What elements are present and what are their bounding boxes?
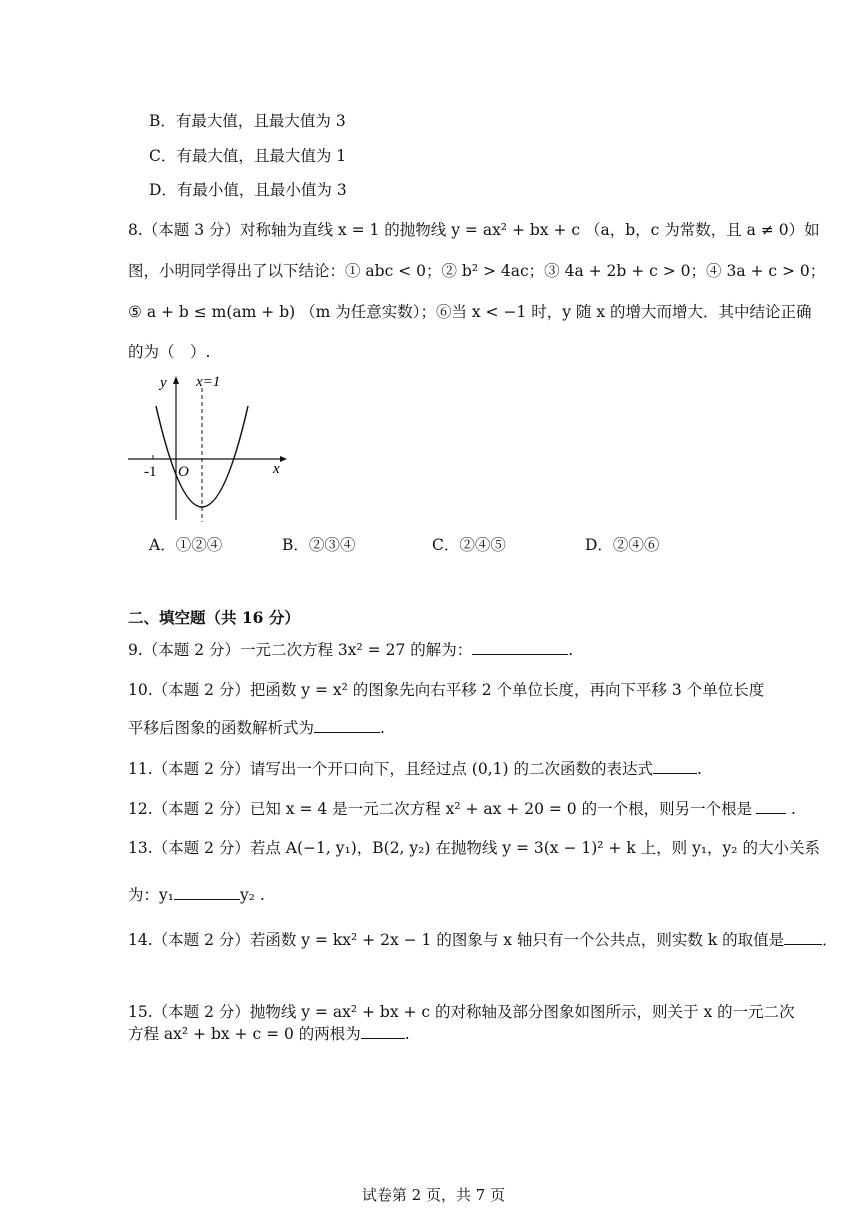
q14-line [128,930,838,950]
q8-parabola-graph [120,368,300,528]
q8-graph-y-label: y [160,375,167,391]
q10-answer-blank[interactable] [314,718,380,733]
q8-option-d: D．②④⑥ [585,536,660,554]
q8-text-line4: 的为（ ）. [128,343,211,361]
q10-text-line1: 10.（本题 2 分）把函数 y = x² 的图象先向右平移 2 个单位长度，再向下平移 3 个单位长度 [128,681,765,699]
q11-text: 11.（本题 2 分）请写出一个开口向下，且经过点 (0,1) 的二次函数的表达式 [128,760,653,778]
q14-period: ． [822,931,838,949]
q7-option-b: B．有最大值，且最大值为 3 [149,112,346,130]
q15-text-line2: 方程 ax² + bx + c = 0 的两根为 [128,1025,361,1043]
q15-text-line1: 15.（本题 2 分）抛物线 y = ax² + bx + c 的对称轴及部分图象如图所示，则关于 x 的一元二次 [128,1003,795,1021]
q10-period: . [380,719,385,737]
q10-text-line2: 平移后图象的函数解析式为 [128,719,315,737]
q15-line2 [128,1024,410,1044]
q9-period: . [568,641,574,659]
q11-period: . [696,760,702,778]
q13-line2 [128,885,265,905]
q8-graph-x-label: x [273,461,280,477]
q8-graph-neg-one: -1 [144,464,157,480]
q8-graph-origin: O [178,464,189,480]
q11-answer-blank[interactable] [653,759,697,774]
section2-title: 二、填空题（共 16 分） [128,608,300,627]
q12-answer-blank[interactable] [756,799,786,814]
q9-text: 9.（本题 2 分）一元二次方程 3x² = 27 的解为： [128,641,473,659]
q7-option-d: D．有最小值，且最小值为 3 [149,181,347,199]
q8-text-line1: 8.（本题 3 分）对称轴为直线 x = 1 的抛物线 y = ax² + bx + c （a，b，c 为常数，且 a ≠ 0）如 [128,221,820,239]
q8-option-b: B．②③④ [282,536,356,554]
q9-answer-blank[interactable] [472,640,568,655]
page-footer: 试卷第 2 页，共 7 页 [361,1186,506,1204]
q14-text: 14.（本题 2 分）若函数 y = kx² + 2x − 1 的图象与 x 轴只有一个公共点，则实数 k 的取值是 [128,931,785,949]
q12-text: 12.（本题 2 分）已知 x = 4 是一元二次方程 x² + ax + 20 = 0 的一个根，则另一个根是 [128,800,753,818]
q15-answer-blank[interactable] [361,1024,405,1039]
q8-graph-axis-label: x=1 [196,374,221,390]
q11-line [128,759,702,779]
q13-answer-blank[interactable] [174,885,240,900]
q14-answer-blank[interactable] [784,930,822,945]
q8-parabola-curve [156,406,248,507]
q8-option-c: C．②④⑤ [432,536,506,554]
q8-text-line2: 图，小明同学得出了以下结论：① abc < 0；② b² > 4ac；③ 4a + 2b + c > 0；④ 3a + c > 0； [128,262,826,280]
q10-line2 [128,718,385,738]
q13-text-line2b: y₂ . [239,886,265,904]
q12-line [128,799,796,819]
q9-line [128,640,573,660]
q8-text-line3: ⑤ a + b ≤ m(am + b) （m 为任意实数）；⑥当 x < −1 时，y 随 x 的增大而增大．其中结论正确 [128,303,812,321]
q7-option-c: C．有最大值，且最大值为 1 [149,147,347,165]
q13-text-line2a: 为：y₁ [128,886,174,904]
q15-period: . [404,1025,410,1043]
q8-option-a: A．①②④ [149,536,223,554]
q13-text-line1: 13.（本题 2 分）若点 A(−1, y₁)，B(2, y₂) 在抛物线 y = 3(x − 1)² + k 上，则 y₁，y₂ 的大小关系 [128,839,820,857]
q12-period: . [791,800,796,818]
